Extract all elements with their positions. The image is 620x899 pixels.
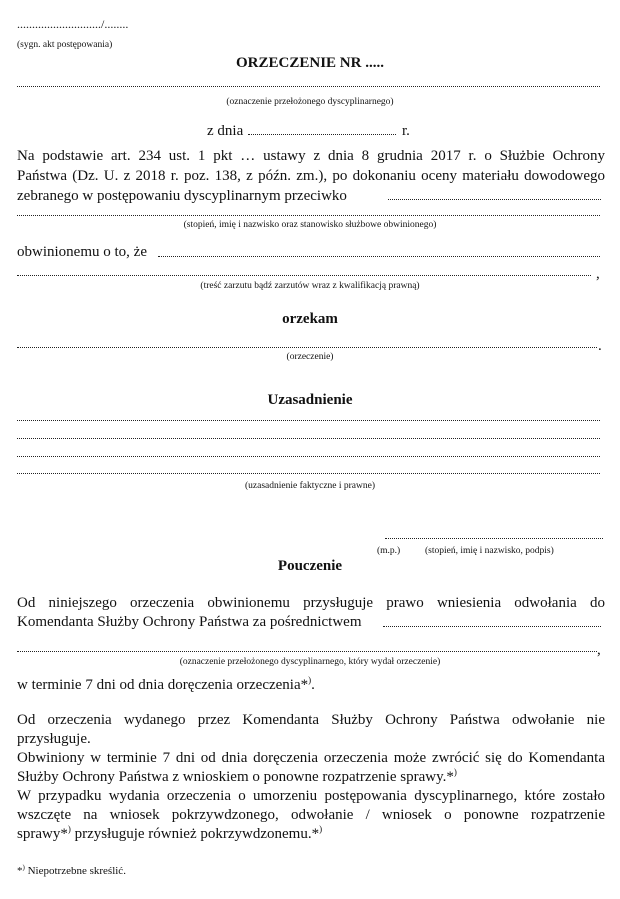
instruction-p3-line-2: Służby Ochrony Państwa z wnioskiem o ponowne rozpatrzenie sprawy.*)	[17, 767, 457, 785]
signature-dotted-line	[385, 538, 603, 539]
instruction-p4-line-2: wszczęte na wniosek pokrzywdzonego, odwołanie / wniosek o ponowne rozpatrzenie	[17, 807, 605, 823]
justification-dotted-line-2	[17, 438, 600, 439]
instruction-p1-line-1: Od niniejszego orzeczenia obwinionemu przysługuje prawo wniesienia odwołania do	[17, 595, 605, 611]
page-title: ORZECZENIE NR .....	[236, 55, 384, 71]
instruction-superior-dotted-line-2	[17, 651, 597, 652]
date-suffix: r.	[402, 123, 410, 139]
charge-comma: ,	[596, 266, 600, 282]
intro-line-1: Na podstawie art. 234 ust. 1 pkt … ustawy z dnia 8 grudnia 2017 r. o Służbie Ochrony	[17, 148, 605, 164]
stamp-label: (m.p.)	[377, 546, 401, 556]
decision-dotted-line	[17, 347, 597, 348]
footnote: *) Niepotrzebne skreślić.	[17, 863, 126, 877]
instruction-superior-label: (oznaczenie przełożonego dyscyplinarnego, który wydał orzeczenie)	[179, 657, 441, 667]
justification-heading: Uzasadnienie	[267, 392, 353, 408]
instruction-superior-dotted-line-1	[383, 626, 601, 627]
charge-label: (treść zarzutu bądź zarzutów wraz z kwalifikacją prawną)	[200, 281, 420, 291]
accused-dotted-line-1	[388, 199, 601, 200]
superior-label: (oznaczenie przełożonego dyscyplinarnego)	[226, 97, 394, 107]
superior-dotted-line	[17, 86, 600, 87]
justification-dotted-line-3	[17, 456, 600, 457]
instruction-heading: Pouczenie	[277, 558, 343, 574]
instruction-p2-line-2: przysługuje.	[17, 731, 91, 747]
instruction-p4-line-1: W przypadku wydania orzeczenia o umorzeniu postępowania dyscyplinarnego, które zostało	[17, 788, 605, 804]
case-number-field: ............................/........	[17, 17, 129, 31]
accused-dotted-line-2	[17, 215, 600, 216]
accused-label: (stopień, imię i nazwisko oraz stanowisko służbowe obwinionego)	[183, 220, 437, 230]
charge-prefix: obwinionemu o to, że	[17, 244, 147, 260]
justification-label: (uzasadnienie faktyczne i prawne)	[244, 481, 376, 491]
charge-dotted-line-1	[158, 256, 600, 257]
instruction-p2-line-1: Od orzeczenia wydanego przez Komendanta Służby Ochrony Państwa odwołanie nie	[17, 712, 605, 728]
instruction-comma: ,	[597, 642, 601, 658]
instruction-p1-line-2: Komendanta Służby Ochrony Państwa za pośrednictwem	[17, 614, 362, 630]
intro-line-3: zebranego w postępowaniu dyscyplinarnym przeciwko	[17, 188, 347, 204]
justification-dotted-line-1	[17, 420, 600, 421]
charge-dotted-line-2	[17, 275, 591, 276]
decision-heading: orzekam	[282, 311, 338, 327]
instruction-p3-line-1: Obwiniony w terminie 7 dni od dnia doręczenia orzeczenia może zwrócić się do Komendanta	[17, 750, 605, 766]
decision-end-dot: .	[598, 338, 602, 354]
justification-dotted-line-4	[17, 473, 600, 474]
instruction-p4-line-3: sprawy*) przysługuje również pokrzywdzonemu.*)	[17, 824, 323, 842]
intro-line-2: Państwa (Dz. U. z 2018 r. poz. 138, z późn. zm.), po dokonaniu oceny materiału dowodowego	[17, 168, 605, 184]
signature-label: (stopień, imię i nazwisko, podpis)	[425, 546, 554, 556]
case-number-label: (sygn. akt postępowania)	[17, 40, 113, 50]
date-dotted-line	[248, 134, 396, 135]
decision-label: (orzeczenie)	[286, 352, 334, 362]
instruction-deadline: w terminie 7 dni od dnia doręczenia orzeczenia*).	[17, 675, 315, 693]
date-prefix: z dnia	[207, 123, 244, 139]
